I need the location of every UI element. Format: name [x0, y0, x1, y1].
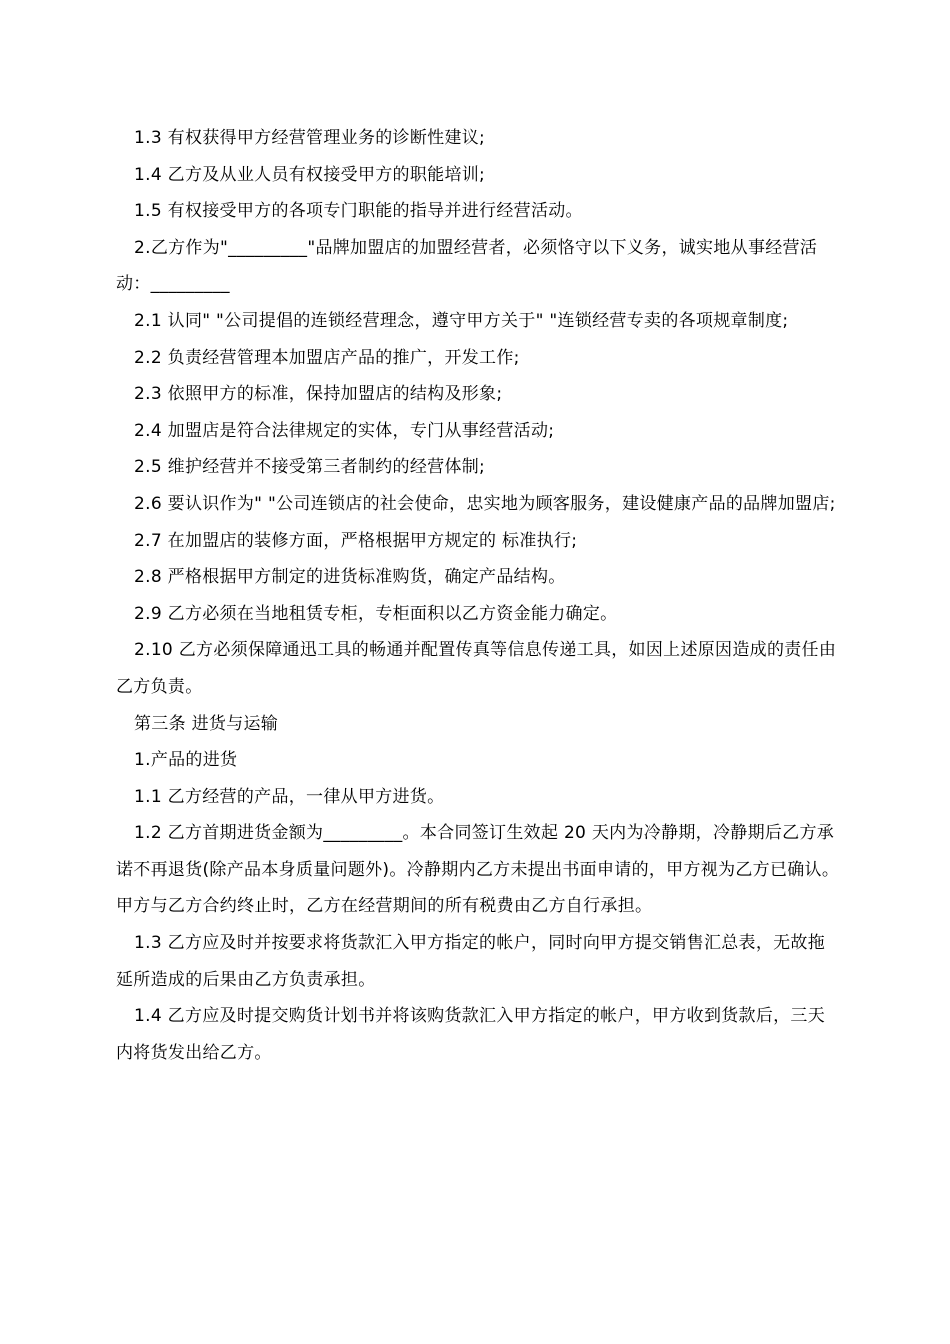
clause-2-7: 2.7 在加盟店的装修方面，严格根据甲方规定的 标准执行;: [134, 530, 578, 551]
section-1-heading: 1.产品的进货: [134, 750, 238, 771]
clause-1-4: 1.4 乙方及从业人员有权接受甲方的职能培训;: [134, 164, 486, 185]
clause-3-1-2: 1.2 乙方首期进货金额为_________。本合同签订生效起 20 天内为冷静期，冷静期后乙方承诺不再退货(除产品本身质量问题外)。冷静期内乙方未提出书面申请的，甲方视为乙方已确认。甲方与乙方合约终止时，乙方在经营期间的所有税费由乙方自行承担。: [116, 823, 840, 917]
clause-2-2: 2.2 负责经营管理本加盟店产品的推广，开发工作;: [134, 347, 520, 368]
clause-2-5: 2.5 维护经营并不接受第三者制约的经营体制;: [134, 457, 486, 478]
clause-2-4: 2.4 加盟店是符合法律规定的实体，专门从事经营活动;: [134, 420, 555, 441]
clause-3-1-3: 1.3 乙方应及时并按要求将货款汇入甲方指定的帐户，同时向甲方提交销售汇总表，无故拖延所造成的后果由乙方负责承担。: [116, 933, 826, 990]
clause-2: 2.乙方作为"_________"品牌加盟店的加盟经营者，必须恪守以下义务，诚实地从事经营活动：_________: [116, 237, 818, 295]
clause-2-10: 2.10 乙方必须保障通迅工具的畅通并配置传真等信息传递工具，如因上述原因造成的责任由乙方负责。: [116, 640, 837, 697]
clause-2-8: 2.8 严格根据甲方制定的进货标准购货，确定产品结构。: [134, 567, 566, 588]
clause-3-1-4: 1.4 乙方应及时提交购货计划书并将该购货款汇入甲方指定的帐户，甲方收到货款后，三天内将货发出给乙方。: [116, 1006, 826, 1063]
clause-2-9: 2.9 乙方必须在当地租赁专柜，专柜面积以乙方资金能力确定。: [134, 603, 618, 624]
clause-1-5: 1.5 有权接受甲方的各项专门职能的指导并进行经营活动。: [134, 201, 583, 222]
clause-2-1: 2.1 认同" "公司提倡的连锁经营理念，遵守甲方关于" "连锁经营专卖的各项规章制度;: [134, 310, 789, 331]
article-3-heading: 第三条 进货与运输: [134, 713, 279, 734]
clause-2-6: 2.6 要认识作为" "公司连锁店的社会使命，忠实地为顾客服务，建设健康产品的品牌加盟店;: [134, 493, 836, 514]
clause-1-3: 1.3 有权获得甲方经营管理业务的诊断性建议;: [134, 128, 486, 148]
clause-2-3: 2.3 依照甲方的标准，保持加盟店的结构及形象;: [134, 384, 503, 405]
clause-3-1-1: 1.1 乙方经营的产品，一律从甲方进货。: [134, 786, 445, 807]
document-body: [116, 120, 840, 1071]
